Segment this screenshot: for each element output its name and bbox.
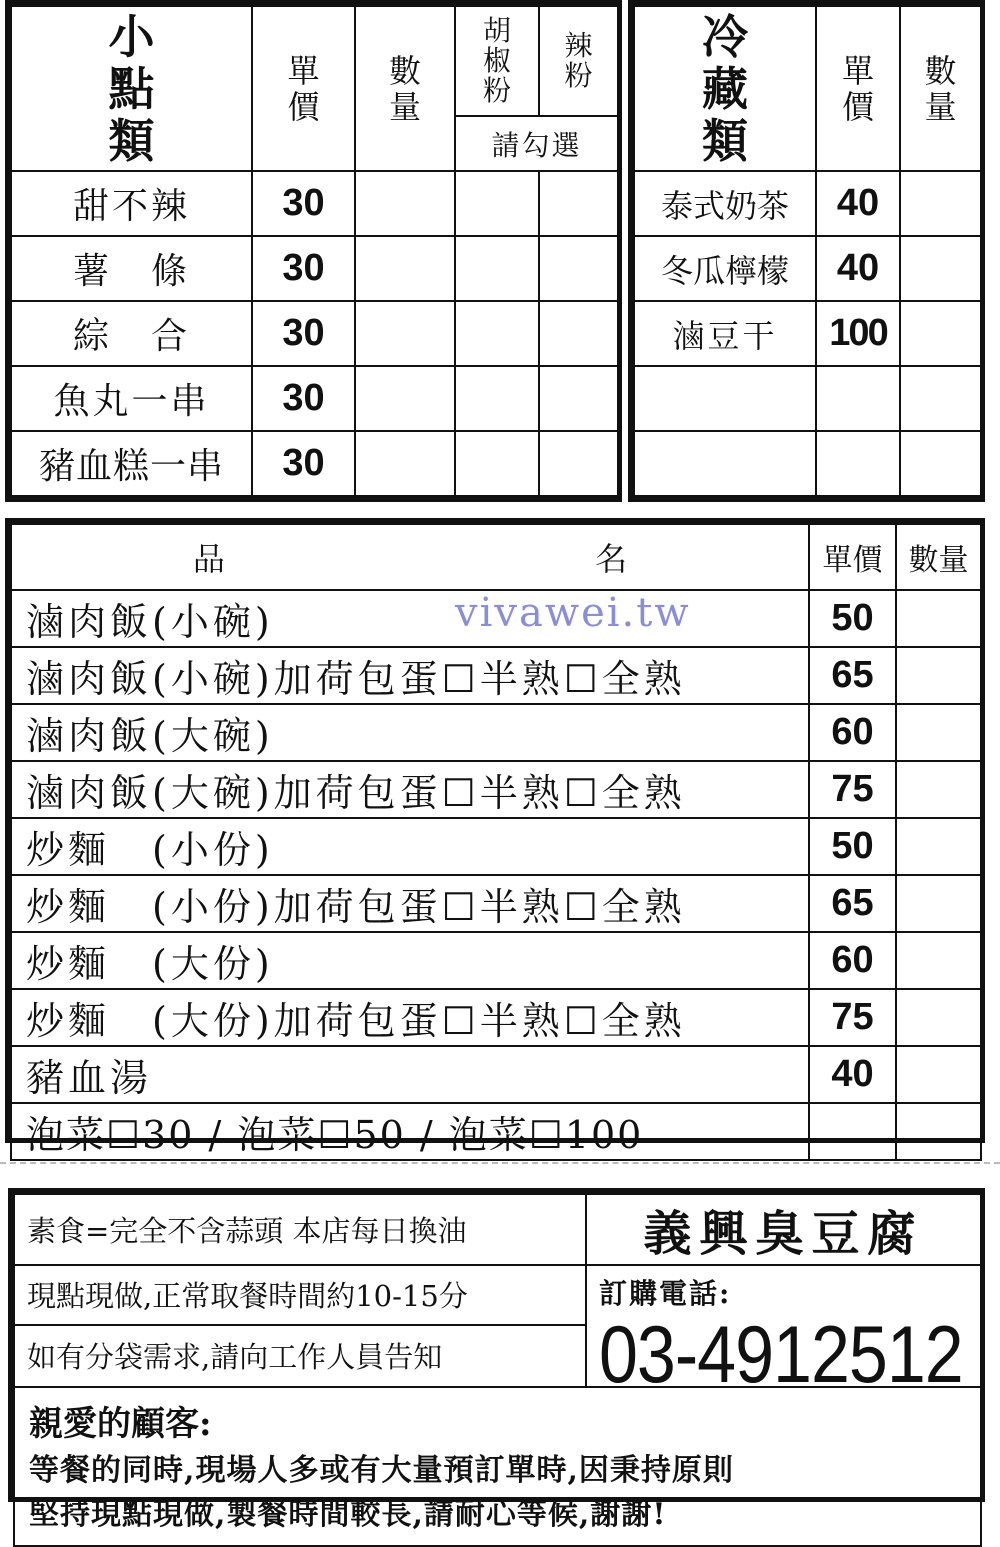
- chili-check-cell[interactable]: [539, 366, 618, 431]
- cook-time-note: 現點現做,正常取餐時間約10-15分: [14, 1265, 586, 1325]
- snack-row: [11, 366, 618, 431]
- chili-check-cell[interactable]: [539, 431, 618, 496]
- cold-table: [628, 0, 985, 502]
- watermark: vivawei.tw: [455, 590, 691, 636]
- cold-category: 冷 藏 類: [634, 6, 816, 171]
- snack-row: [11, 236, 618, 301]
- cold-empty-cell: [816, 431, 900, 496]
- snack-qty-cell[interactable]: [355, 171, 455, 236]
- cold-empty-cell: [900, 366, 981, 431]
- divider: [0, 1162, 1000, 1164]
- snack-qty-cell[interactable]: [355, 301, 455, 366]
- chili-check-cell[interactable]: [539, 301, 618, 366]
- main-item-price: 75: [809, 761, 896, 818]
- main-item-price: 40: [809, 1046, 896, 1103]
- main-qty-cell[interactable]: [896, 761, 981, 818]
- main-item-name: 泡菜☐30 / 泡菜☐50 / 泡菜☐100: [11, 1103, 809, 1160]
- cold-empty-cell: [634, 431, 816, 496]
- cold-row: [634, 301, 981, 366]
- snack-qty-cell[interactable]: [355, 366, 455, 431]
- snack-name: 魚丸一串: [11, 366, 252, 431]
- main-qty-cell[interactable]: [896, 1103, 981, 1160]
- snack-name: 綜 合: [11, 301, 252, 366]
- snack-row: [11, 171, 618, 236]
- main-qty-cell[interactable]: [896, 875, 981, 932]
- cold-empty-cell: [900, 431, 981, 496]
- snack-qty-cell[interactable]: [355, 236, 455, 301]
- main-row: [11, 875, 981, 932]
- snack-price: 30: [252, 301, 355, 366]
- main-row: [11, 818, 981, 875]
- message-line: 等餐的同時,現場人多或有大量預訂單時,因秉持原則: [29, 1453, 734, 1488]
- snack-price: 30: [252, 431, 355, 496]
- main-item-name: 炒麵 (大份)加荷包蛋☐半熟☐全熟: [11, 989, 809, 1046]
- main-qty-cell[interactable]: [896, 647, 981, 704]
- phone-label: 訂購電話:: [599, 1277, 732, 1310]
- main-qty-cell[interactable]: [896, 989, 981, 1046]
- customer-message: [14, 1387, 981, 1546]
- pepper-check-cell[interactable]: [455, 431, 539, 496]
- chili-check-cell[interactable]: [539, 171, 618, 236]
- main-item-price: 65: [809, 647, 896, 704]
- pepper-check-cell[interactable]: [455, 171, 539, 236]
- snack-price: 30: [252, 171, 355, 236]
- cold-price: 40: [816, 171, 900, 236]
- cold-row: [634, 236, 981, 301]
- bagging-note: 如有分袋需求,請向工作人員告知: [14, 1325, 586, 1387]
- main-row: [11, 1046, 981, 1103]
- cold-name: 冬瓜檸檬: [634, 236, 816, 301]
- main-row: [11, 647, 981, 704]
- pepper-header: 胡 椒 粉: [455, 6, 539, 116]
- main-qty-cell[interactable]: [896, 590, 981, 647]
- snacks-price-header: 單 價: [252, 6, 355, 171]
- cold-price: 100: [816, 301, 900, 366]
- cold-qty-cell[interactable]: [900, 171, 981, 236]
- snack-row: [11, 301, 618, 366]
- cold-empty-cell: [816, 366, 900, 431]
- main-item-price: 50: [809, 590, 896, 647]
- main-row: [11, 704, 981, 761]
- phone-number: 03-4912512: [599, 1309, 963, 1387]
- snack-name: 薯 條: [11, 236, 252, 301]
- cold-name: 滷豆干: [634, 301, 816, 366]
- main-item-name: 滷肉飯(小碗): [11, 590, 809, 647]
- name-header-2: 名: [595, 540, 628, 578]
- snack-row: [11, 431, 618, 496]
- main-item-price: 65: [809, 875, 896, 932]
- chili-header: 辣 粉: [539, 6, 618, 116]
- snacks-qty-header: 數 量: [355, 6, 455, 171]
- main-price-header: 單價: [809, 524, 896, 590]
- vegetarian-note: 素食=完全不含蒜頭 本店每日換油: [14, 1194, 586, 1265]
- main-row: [11, 989, 981, 1046]
- main-item-name: 豬血湯: [11, 1046, 809, 1103]
- message-title: 親愛的顧客:: [29, 1404, 212, 1444]
- main-item-name: 滷肉飯(小碗)加荷包蛋☐半熟☐全熟: [11, 647, 809, 704]
- main-item-name: 炒麵 (小份): [11, 818, 809, 875]
- chili-check-cell[interactable]: [539, 236, 618, 301]
- cold-empty-cell: [634, 366, 816, 431]
- snack-price: 30: [252, 236, 355, 301]
- cold-price-header: 單 價: [816, 6, 900, 171]
- cold-qty-cell[interactable]: [900, 236, 981, 301]
- main-row: [11, 932, 981, 989]
- main-item-name: 滷肉飯(大碗): [11, 704, 809, 761]
- main-item-price: [809, 1103, 896, 1160]
- message-line: 堅持現點現做,製餐時間較長,請耐心等候,謝謝!: [29, 1497, 667, 1532]
- name-header-1: 品: [192, 540, 225, 578]
- main-row: [11, 761, 981, 818]
- main-item-name: 炒麵 (大份): [11, 932, 809, 989]
- main-row: [11, 1103, 981, 1160]
- pepper-check-cell[interactable]: [455, 366, 539, 431]
- main-qty-cell[interactable]: [896, 932, 981, 989]
- main-qty-header: 數量: [896, 524, 981, 590]
- shop-name: 義興臭豆腐: [586, 1194, 981, 1265]
- snack-qty-cell[interactable]: [355, 431, 455, 496]
- snack-name: 甜不辣: [11, 171, 252, 236]
- main-item-price: 50: [809, 818, 896, 875]
- main-item-price: 60: [809, 704, 896, 761]
- cold-price: 40: [816, 236, 900, 301]
- info-box: [8, 1188, 985, 1532]
- main-item-price: 75: [809, 989, 896, 1046]
- main-qty-cell[interactable]: [896, 818, 981, 875]
- cold-name: 泰式奶茶: [634, 171, 816, 236]
- snack-name: 豬血糕一串: [11, 431, 252, 496]
- cold-row: [634, 171, 981, 236]
- cold-row: [634, 431, 981, 496]
- main-qty-cell[interactable]: [896, 704, 981, 761]
- pepper-check-cell[interactable]: [455, 236, 539, 301]
- check-header: 請勾選: [455, 116, 618, 171]
- cold-row: [634, 366, 981, 431]
- name-header: [11, 524, 809, 590]
- cold-qty-cell[interactable]: [900, 301, 981, 366]
- pepper-check-cell[interactable]: [455, 301, 539, 366]
- phone-block: [586, 1265, 981, 1387]
- main-item-name: 炒麵 (小份)加荷包蛋☐半熟☐全熟: [11, 875, 809, 932]
- snacks-table: [5, 0, 622, 502]
- snacks-category: 小 點 類: [11, 6, 252, 171]
- cold-qty-header: 數 量: [900, 6, 981, 171]
- snack-price: 30: [252, 366, 355, 431]
- main-qty-cell[interactable]: [896, 1046, 981, 1103]
- main-item-price: 60: [809, 932, 896, 989]
- main-item-name: 滷肉飯(大碗)加荷包蛋☐半熟☐全熟: [11, 761, 809, 818]
